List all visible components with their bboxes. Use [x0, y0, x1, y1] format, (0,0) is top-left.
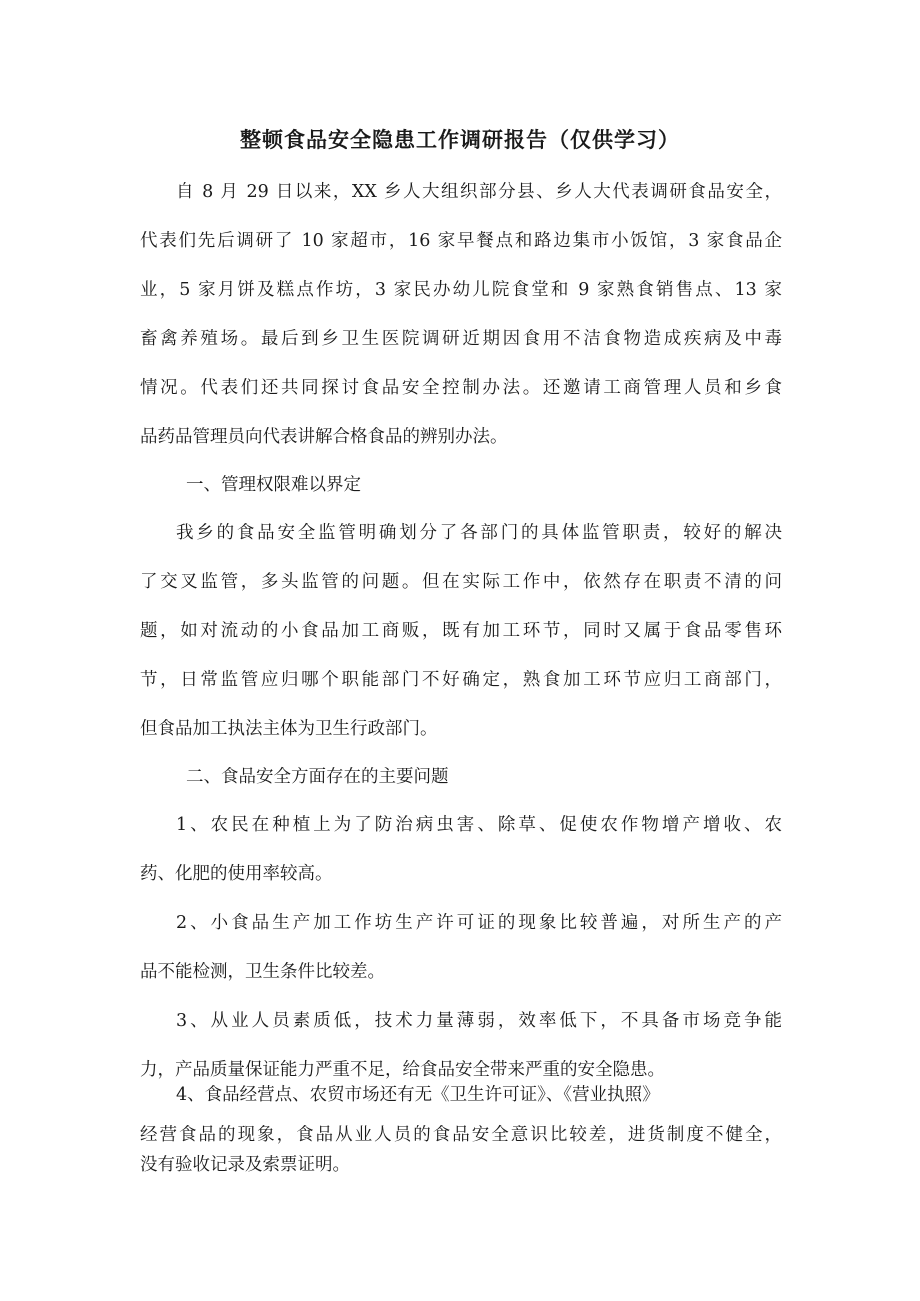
section1-paragraph [140, 509, 782, 754]
text-line: 没有验收记录及索票证明。 [140, 1155, 350, 1175]
text-line: 情况。代表们还共同探讨食品安全控制办法。还邀请工商管理人员和乡食 [140, 378, 782, 398]
text-line: 经营食品的现象，食品从业人员的食品安全意识比较差，进货制度不健全， [140, 1125, 782, 1145]
text-line: 业，5 家月饼及糕点作坊，3 家民办幼儿院食堂和 9 家熟食销售点、13 家 [140, 280, 782, 300]
document-title: 整顿食品安全隐患工作调研报告（仅供学习） [240, 128, 680, 152]
text-line: 力，产品质量保证能力严重不足，给食品安全带来严重的安全隐患。 [140, 1060, 665, 1080]
text-line: 3、从业人员素质低，技术力量薄弱，效率低下，不具备市场竞争能 [176, 1011, 782, 1031]
list-item-1 [140, 801, 782, 899]
text-line: 节，日常监管应归哪个职能部门不好确定，熟食加工环节应归工商部门， [140, 670, 782, 690]
text-line: 4、食品经营点、农贸市场还有无《卫生许可证》、《营业执照》 [176, 1085, 660, 1105]
text-line: 但食品加工执法主体为卫生行政部门。 [140, 719, 438, 739]
text-line: 了交叉监管，多头监管的问题。但在实际工作中，依然存在职责不清的问 [140, 572, 782, 592]
text-line: 药、化肥的使用率较高。 [140, 864, 333, 884]
text-line: 代表们先后调研了 10 家超市，16 家早餐点和路边集市小饭馆，3 家食品企 [140, 231, 782, 251]
section-heading-2: 二、食品安全方面存在的主要问题 [186, 767, 449, 787]
list-item-4 [140, 1080, 782, 1180]
intro-paragraph [140, 168, 782, 462]
text-line: 我乡的食品安全监管明确划分了各部门的具体监管职责，较好的解决 [176, 523, 782, 543]
text-line: 题，如对流动的小食品加工商贩，既有加工环节，同时又属于食品零售环 [140, 621, 782, 641]
text-line: 品药品管理员向代表讲解合格食品的辨别办法。 [140, 427, 508, 447]
text-line: 畜禽养殖场。最后到乡卫生医院调研近期因食用不洁食物造成疾病及中毒 [140, 329, 782, 349]
list-item-2 [140, 899, 782, 997]
text-line: 1、农民在种植上为了防治病虫害、除草、促使农作物增产增收、农 [176, 815, 782, 835]
text-line: 品不能检测，卫生条件比较差。 [140, 962, 385, 982]
section-heading-1: 一、管理权限难以界定 [186, 475, 361, 495]
text-line: 自 8 月 29 日以来，XX 乡人大组织部分县、乡人大代表调研食品安全， [176, 182, 782, 202]
text-line: 2、小食品生产加工作坊生产许可证的现象比较普遍，对所生产的产 [176, 913, 782, 933]
